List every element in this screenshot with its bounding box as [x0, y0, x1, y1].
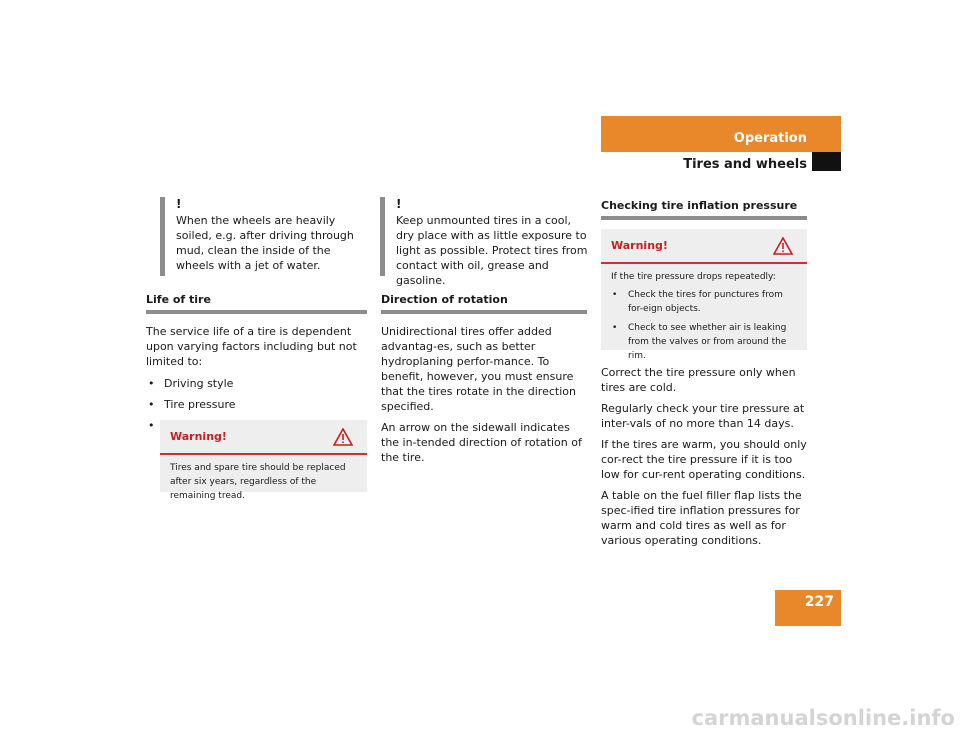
header-marker	[812, 152, 841, 171]
list-item: • Driving style	[146, 376, 367, 391]
section-title: Operation	[733, 131, 807, 146]
section-heading: Checking tire inflation pressure	[601, 198, 807, 220]
page-number: 227	[775, 590, 841, 626]
paragraph: A table on the fuel filler flap lists the spec-ified tire inflation pressures for warm and cold tires as well as for various operating conditions.	[601, 489, 802, 547]
warning-title: Warning!	[170, 429, 227, 443]
inflation-pressure-text	[601, 365, 813, 554]
warning-intro: If the tire pressure drops repeatedly:	[611, 272, 776, 282]
paragraph: If the tires are warm, you should only cor-rect the tire pressure if it is too low for cur-rent operating conditions.	[601, 438, 807, 481]
paragraph: An arrow on the sidewall indicates the in-tended direction of rotation of the tire.	[381, 421, 582, 464]
warning-box-tire-age	[160, 420, 367, 501]
subsection-title: Tires and wheels	[683, 157, 807, 172]
exclamation-icon: !	[176, 197, 182, 211]
paragraph: Regularly check your tire pressure at inter-vals of no more than 14 days.	[601, 402, 805, 430]
watermark-text: carmanualsonline.info	[691, 706, 955, 730]
warning-triangle-icon	[773, 237, 793, 255]
direction-of-rotation-section	[381, 292, 587, 471]
note-text: When the wheels are heavily soiled, e.g. after driving through mud, clean the inside of the wheels with a jet of water.	[176, 214, 354, 272]
paragraph: Unidirectional tires offer added advantag-es, such as better hydroplaning perfor-mance. To benefit, however, you must ensure that the tires rotate in the direction specified.	[381, 325, 576, 413]
paragraph: The service life of a tire is dependent upon varying factors including but not limited to:	[146, 325, 357, 368]
section-header	[601, 116, 841, 152]
warning-box-pressure	[601, 229, 807, 361]
note-text: Keep unmounted tires in a cool, dry place with as little exposure to light as possible. Protect tires from contact with oil, grease and gasoline.	[396, 214, 588, 287]
warning-header	[160, 420, 367, 455]
life-of-tire-section	[146, 292, 367, 439]
warning-triangle-icon	[333, 428, 353, 446]
inflation-pressure-section	[601, 198, 807, 230]
paragraph: Correct the tire pressure only when tires are cold.	[601, 366, 796, 394]
note-box-storage	[380, 197, 588, 287]
warning-body	[601, 264, 807, 374]
section-heading: Direction of rotation	[381, 292, 587, 314]
exclamation-icon: !	[396, 197, 402, 211]
list-item: • Check the tires for punctures from for-eign objects.	[611, 288, 797, 316]
warning-list	[611, 288, 797, 363]
section-heading: Life of tire	[146, 292, 367, 314]
list-item: • Check to see whether air is leaking from the valves or from around the rim.	[611, 321, 797, 363]
warning-text: Tires and spare tire should be replaced after six years, regardless of the remaining tread.	[170, 463, 346, 501]
warning-title: Warning!	[611, 238, 668, 252]
list-item: • Tire pressure	[146, 397, 367, 412]
note-box-wheels	[160, 197, 365, 276]
warning-header	[601, 229, 807, 264]
